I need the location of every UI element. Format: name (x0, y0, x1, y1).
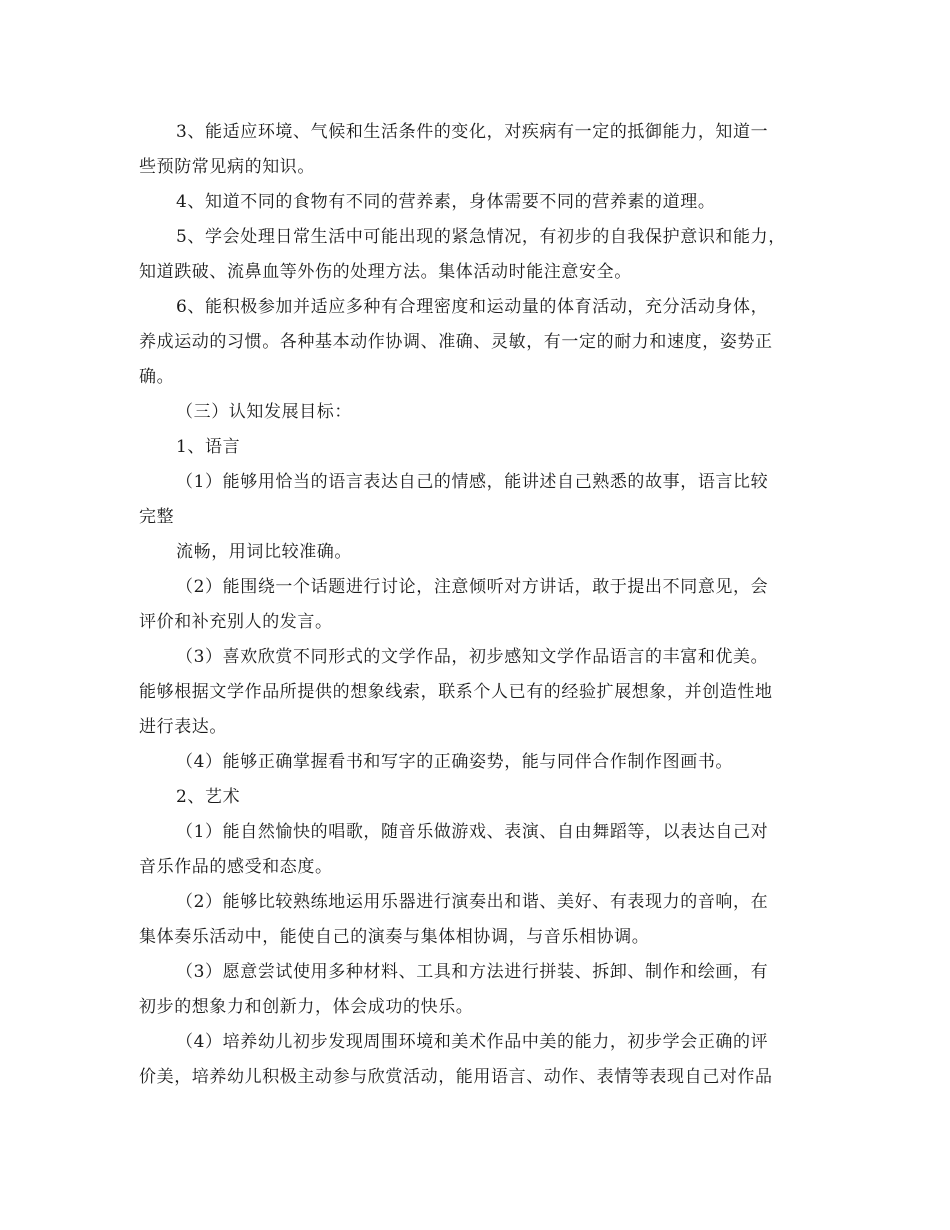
body-text-line: 知道跌破、流鼻血等外伤的处理方法。集体活动时能注意安全。 (139, 262, 632, 282)
body-text-line: 完整 (139, 507, 175, 527)
body-text-line: （2）能围绕一个话题进行讨论，注意倾听对方讲话，敢于提出不同意见，会 (176, 577, 769, 597)
body-text-line: 些预防常见病的知识。 (139, 157, 315, 177)
body-text-line: 进行表达。 (139, 717, 227, 737)
subsection-heading: 1、语言 (176, 437, 241, 457)
body-text-line: 音乐作品的感受和态度。 (139, 857, 333, 877)
body-text-line: （1）能自然愉快的唱歌，随音乐做游戏、表演、自由舞蹈等，以表达自己对 (176, 822, 769, 842)
body-text-line: （1）能够用恰当的语言表达自己的情感，能讲述自己熟悉的故事，语言比较 (176, 472, 769, 492)
body-text-line: 价美，培养幼儿积极主动参与欣赏活动，能用语言、动作、表情等表现自己对作品 (139, 1067, 773, 1087)
body-text-line: 6、能积极参加并适应多种有合理密度和运动量的体育活动，充分活动身体， (176, 297, 769, 317)
body-text-line: 评价和补充别人的发言。 (139, 612, 333, 632)
body-text-line: 集体奏乐活动中，能使自己的演奏与集体相协调，与音乐相协调。 (139, 927, 650, 947)
body-text-line: 初步的想象力和创新力，体会成功的快乐。 (139, 997, 474, 1017)
subsection-heading: 2、艺术 (176, 787, 241, 807)
body-text-line: 流畅，用词比较准确。 (176, 542, 352, 562)
body-text-line: 养成运动的习惯。各种基本动作协调、准确、灵敏，有一定的耐力和速度，姿势正 (139, 332, 773, 352)
body-text-line: 3、能适应环境、气候和生活条件的变化，对疾病有一定的抵御能力，知道一 (176, 122, 769, 142)
body-text-line: （2）能够比较熟练地运用乐器进行演奏出和谐、美好、有表现力的音响，在 (176, 892, 769, 912)
body-text-line: 5、学会处理日常生活中可能出现的紧急情况，有初步的自我保护意识和能力， (176, 227, 786, 247)
body-text-line: （4）培养幼儿初步发现周围环境和美术作品中美的能力，初步学会正确的评 (176, 1032, 769, 1052)
section-heading: （三）认知发展目标： (176, 402, 352, 422)
body-text-line: （3）愿意尝试使用多种材料、工具和方法进行拼装、拆卸、制作和绘画，有 (176, 962, 769, 982)
body-text-line: 确。 (139, 367, 175, 387)
body-text-line: 4、知道不同的食物有不同的营养素，身体需要不同的营养素的道理。 (176, 192, 716, 212)
body-text-line: （3）喜欢欣赏不同形式的文学作品，初步感知文学作品语言的丰富和优美。 (176, 647, 769, 667)
body-text-line: （4）能够正确掌握看书和写字的正确姿势，能与同伴合作制作图画书。 (176, 752, 734, 772)
body-text-line: 能够根据文学作品所提供的想象线索，联系个人已有的经验扩展想象，并创造性地 (139, 682, 773, 702)
